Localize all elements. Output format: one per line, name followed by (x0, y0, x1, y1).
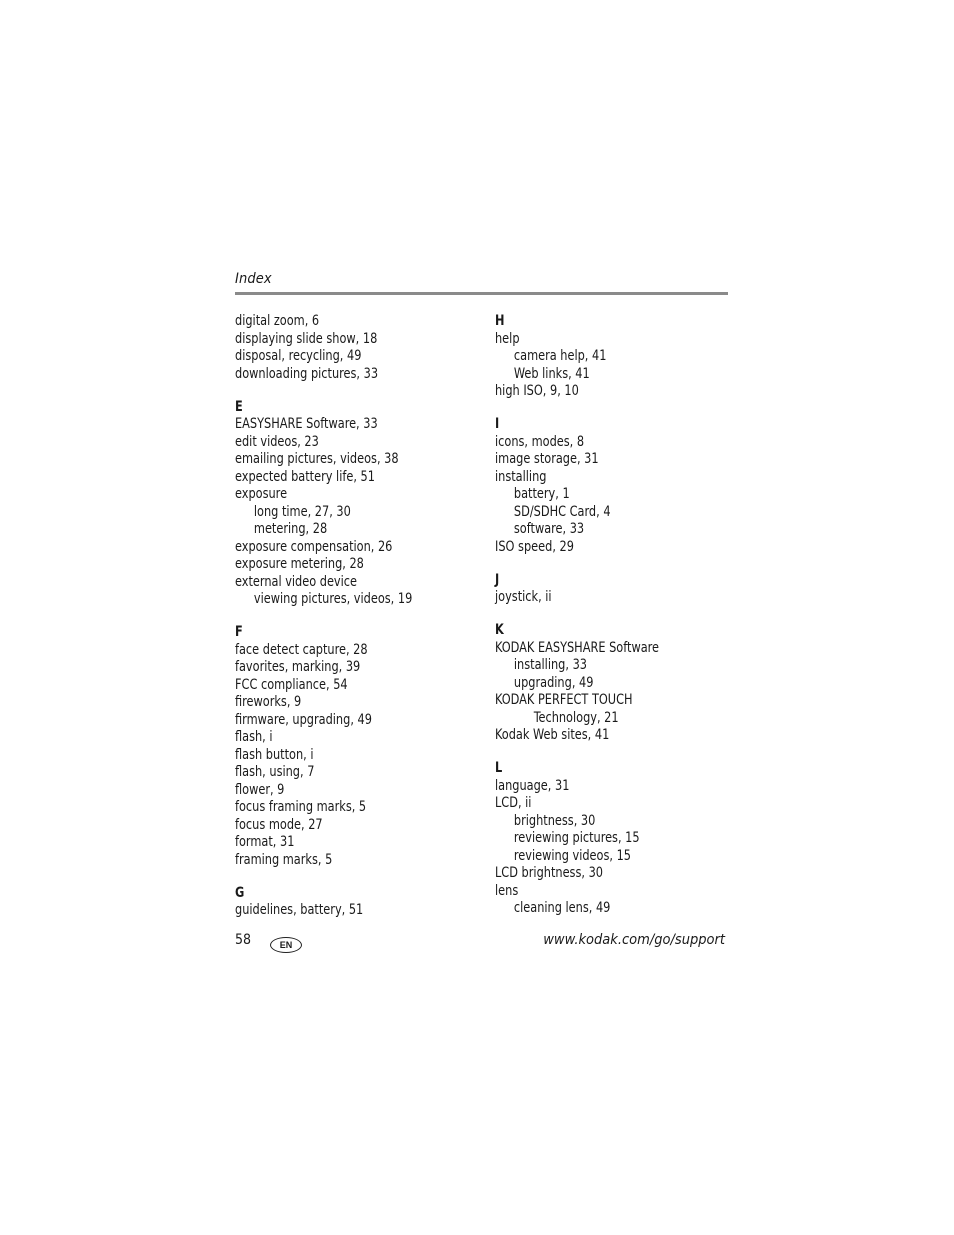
index-entry: guidelines, battery, 51 (235, 902, 364, 918)
index-entry: firmware, upgrading, 49 (235, 711, 372, 728)
index-entry: emailing pictures, videos, 38 (235, 451, 399, 467)
index-subentry: installing, 33 (513, 657, 587, 673)
index-entry: flower, 9 (235, 781, 285, 798)
index-entry: face detect capture, 28 (235, 641, 368, 658)
index-subentry: brightness, 30 (513, 812, 596, 829)
index-entry: disposal, recycling, 49 (235, 348, 362, 364)
index-entry: exposure compensation, 26 (235, 538, 393, 555)
section-gap (495, 401, 735, 417)
index-entry: edit videos, 23 (235, 433, 319, 450)
index-entry: focus framing marks, 5 (235, 799, 367, 815)
index-subentry: battery, 1 (513, 486, 570, 502)
index-entry: joystick, ii (495, 589, 552, 605)
index-entry: high ISO, 9, 10 (495, 383, 579, 399)
index-section-letter: H (495, 313, 505, 329)
index-entry: ISO speed, 29 (495, 538, 574, 555)
index-entry: KODAK EASYSHARE Software (495, 639, 660, 656)
index-entry: focus mode, 27 (235, 816, 323, 833)
section-gap (495, 745, 735, 761)
index-subentry: metering, 28 (253, 521, 328, 537)
index-section-letter: K (495, 622, 504, 638)
index-section-letter: J (495, 571, 500, 588)
language-badge: EN (270, 937, 302, 953)
index-entry: FCC compliance, 54 (235, 676, 348, 693)
index-entry: EASYSHARE Software, 33 (235, 416, 378, 432)
page-number: 58 (235, 932, 252, 948)
index-entry-continuation: Technology, 21 (533, 709, 619, 726)
index-section-letter: I (495, 416, 500, 432)
index-section-letter: G (235, 884, 245, 901)
index-entry: installing (495, 468, 547, 485)
index-section-letter: E (235, 398, 243, 415)
index-entry: exposure (235, 486, 288, 502)
index-column-right (495, 313, 735, 918)
index-entry: KODAK PERFECT TOUCH (495, 692, 633, 708)
index-entry: language, 31 (495, 777, 570, 794)
section-gap (495, 607, 735, 623)
index-subentry: long time, 27, 30 (253, 503, 351, 520)
index-entry: displaying slide show, 18 (235, 330, 378, 347)
section-gap (495, 556, 735, 572)
index-entry: fireworks, 9 (235, 694, 302, 710)
section-gap (235, 869, 475, 885)
index-entry: help (495, 330, 520, 347)
index-subentry: upgrading, 49 (513, 674, 594, 691)
index-entry: flash button, i (235, 746, 314, 763)
index-entry: digital zoom, 6 (235, 313, 320, 329)
index-entry: icons, modes, 8 (495, 433, 585, 450)
index-subentry: cleaning lens, 49 (513, 900, 611, 916)
index-entry: external video device (235, 573, 358, 590)
index-entry: lens (495, 882, 519, 899)
section-gap (235, 609, 475, 625)
index-entry: downloading pictures, 33 (235, 365, 379, 382)
index-column-left (235, 313, 475, 920)
index-entry: expected battery life, 51 (235, 468, 375, 485)
index-entry: favorites, marking, 39 (235, 659, 361, 675)
index-subentry: viewing pictures, videos, 19 (253, 591, 413, 607)
support-url: www.kodak.com/go/support (543, 932, 725, 948)
index-section-letter: F (235, 624, 243, 640)
index-entry: exposure metering, 28 (235, 556, 364, 572)
index-entry: format, 31 (235, 834, 295, 850)
index-subentry: software, 33 (513, 521, 585, 537)
section-gap (235, 383, 475, 399)
index-subentry: SD/SDHC Card, 4 (513, 503, 611, 520)
index-entry: Kodak Web sites, 41 (495, 727, 610, 743)
index-entry: framing marks, 5 (235, 851, 333, 868)
index-entry: flash, i (235, 729, 273, 745)
index-subentry: reviewing pictures, 15 (513, 830, 640, 846)
index-entry: LCD, ii (495, 795, 532, 811)
index-subentry: camera help, 41 (513, 348, 607, 364)
index-subentry: reviewing videos, 15 (513, 847, 631, 864)
page-header-title: Index (235, 271, 272, 287)
index-entry: flash, using, 7 (235, 764, 315, 780)
index-entry: image storage, 31 (495, 451, 599, 467)
index-subentry: Web links, 41 (513, 365, 590, 382)
header-divider (235, 292, 728, 295)
index-entry: LCD brightness, 30 (495, 865, 603, 881)
index-section-letter: L (495, 760, 503, 776)
